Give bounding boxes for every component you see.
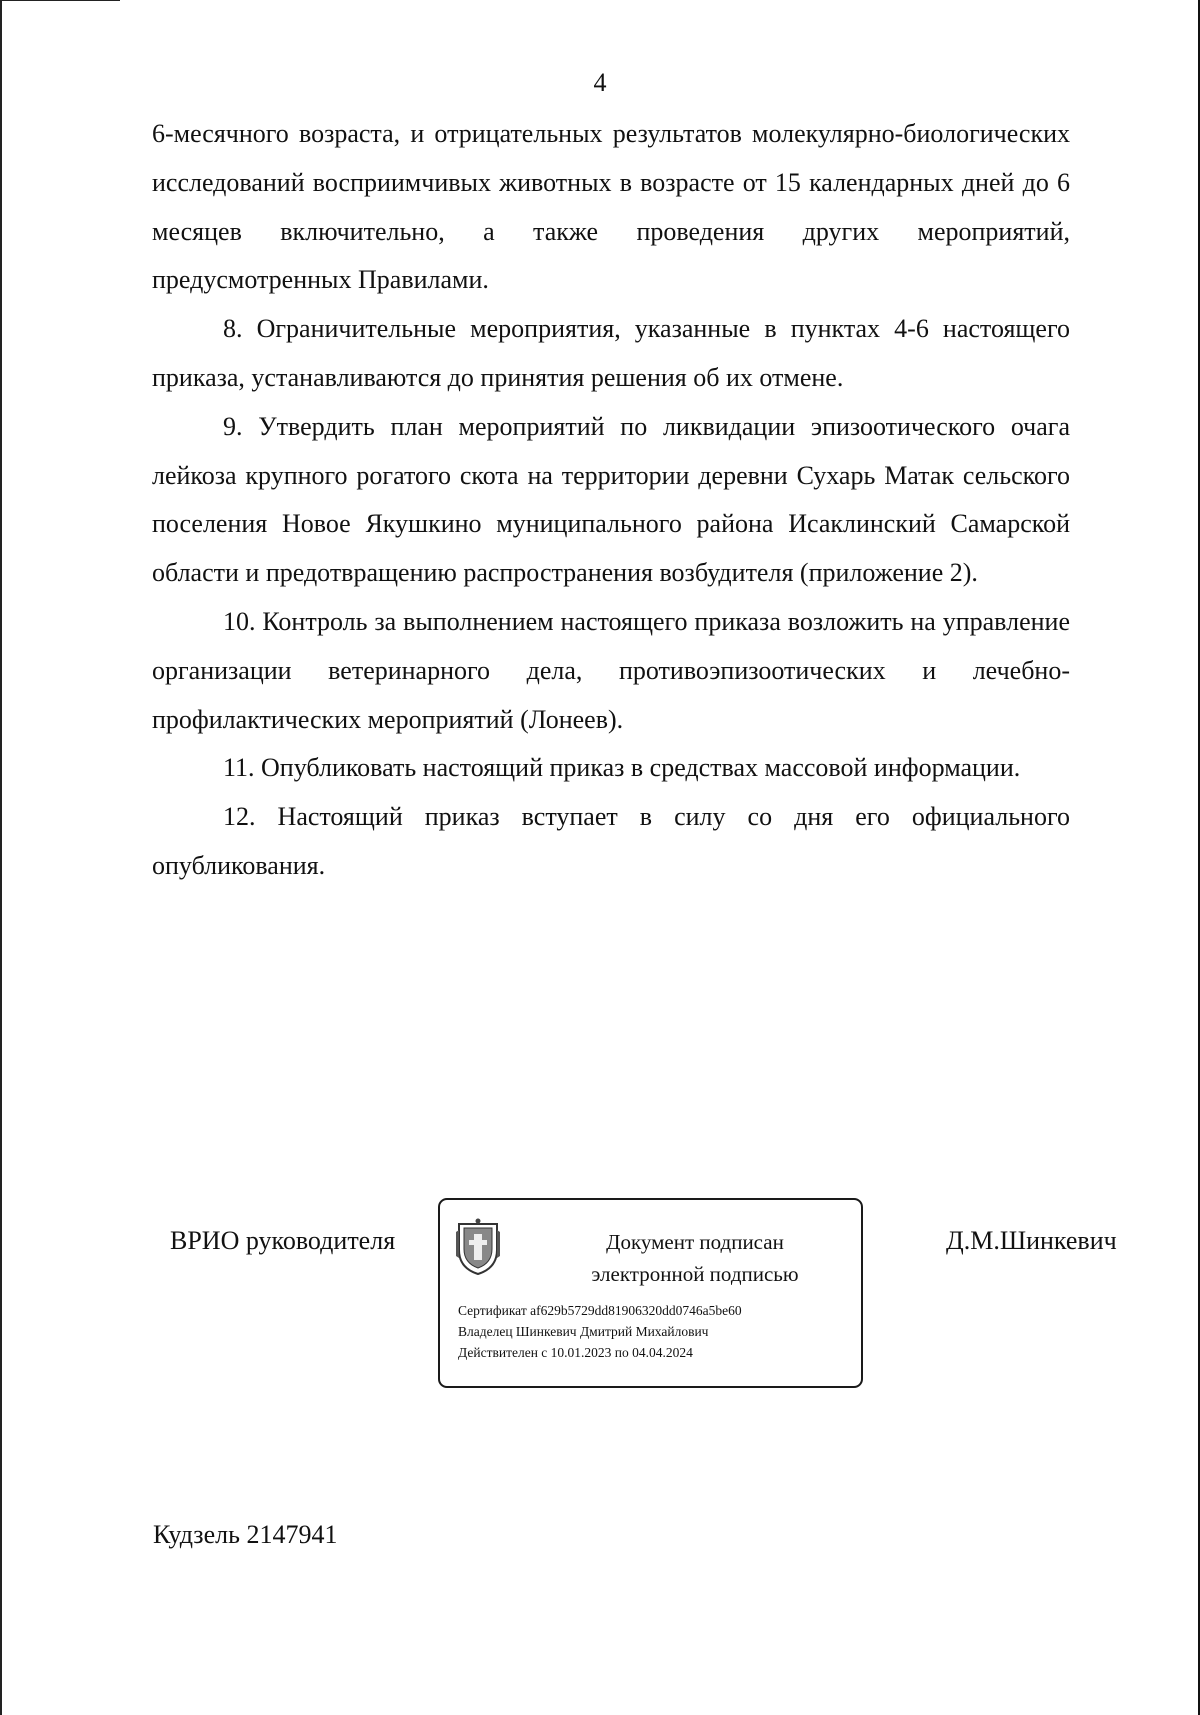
stamp-title-line-2: электронной подписью xyxy=(591,1262,799,1286)
paragraph-item-12: 12. Настоящий приказ вступает в силу со дня его официального опубликования. xyxy=(152,802,1070,880)
stamp-owner: Владелец Шинкевич Дмитрий Михайлович xyxy=(458,1324,709,1339)
paragraph-item-10: 10. Контроль за выполнением настоящего приказа возложить на управление организации ветеринарного дела, противоэпизоотических и лечебно-профилактических мероприятий (Лонеев). xyxy=(152,606,1070,734)
executor-line: Кудзель 2147941 xyxy=(153,1520,338,1549)
stamp-validity: Действителен с 10.01.2023 по 04.04.2024 xyxy=(458,1345,693,1360)
paragraph-item-9: 9. Утвердить план мероприятий по ликвидации эпизоотического очага лейкоза крупного рогатого скота на территории деревни Сухарь Матак сельского поселения Новое Якушкино муниципального района Исаклинский Самарской области и предотвращению распространения возбудителя (приложение 2). xyxy=(152,411,1070,588)
paragraph-item-8: 8. Ограничительные мероприятия, указанные в пунктах 4-6 настоящего приказа, устанавливаются до принятия решения об их отмене. xyxy=(152,314,1070,392)
stamp-details xyxy=(458,1300,742,1363)
document-body xyxy=(152,110,1070,891)
signer-name: Д.М.Шинкевич xyxy=(946,1226,1117,1255)
page-number: 4 xyxy=(593,68,607,97)
scan-left-edge xyxy=(0,0,2,1715)
stamp-title xyxy=(560,1226,830,1290)
scan-top-mark xyxy=(0,0,120,1)
electronic-signature-stamp xyxy=(438,1198,863,1388)
stamp-title-line-1: Документ подписан xyxy=(606,1230,784,1254)
paragraph-continuation: 6-месячного возраста, и отрицательных результатов молекулярно-биологических исследований восприимчивых животных в возрасте от 15 календарных дней до 6 месяцев включительно, а также проведения других мероприятий, предусмотренных Правилами. xyxy=(152,119,1070,295)
signer-position: ВРИО руководителя xyxy=(170,1226,396,1255)
coat-of-arms-icon xyxy=(455,1218,501,1276)
stamp-certificate: Сертификат af629b5729dd81906320dd0746a5be60 xyxy=(458,1303,742,1318)
paragraph-item-11: 11. Опубликовать настоящий приказ в средствах массовой информации. xyxy=(223,753,1021,783)
